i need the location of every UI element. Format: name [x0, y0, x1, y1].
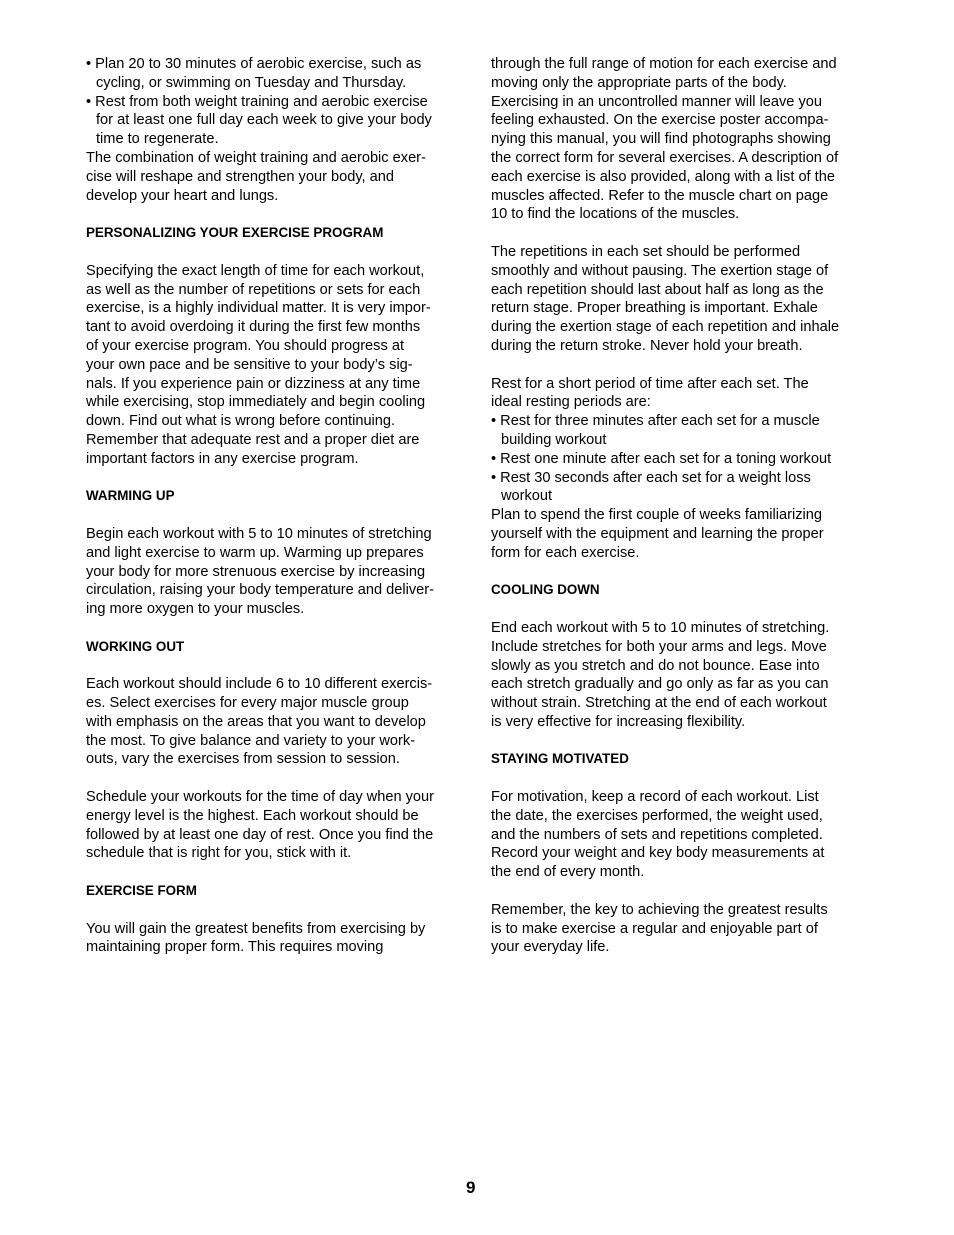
page-number: 9: [466, 1178, 476, 1197]
text-line: feeling exhausted. On the exercise poster accompa-: [491, 112, 829, 129]
text-line: The combination of weight training and aerobic exer-: [86, 149, 426, 166]
text-line: ing more oxygen to your muscles.: [86, 601, 305, 618]
text-line: with emphasis on the areas that you want to develop: [86, 713, 426, 730]
text-line: Begin each workout with 5 to 10 minutes of stretching: [86, 525, 432, 542]
bullet-line: building workout: [501, 431, 607, 448]
text-line: of your exercise program. You should progress at: [86, 337, 404, 354]
text-line: Remember, the key to achieving the greatest results: [491, 901, 828, 918]
text-line: 10 to find the locations of the muscles.: [491, 206, 740, 223]
text-line: each stretch gradually and go only as far as you can: [491, 676, 829, 693]
text-line: through the full range of motion for each exercise and: [491, 56, 837, 72]
motivated-paragraph-2: [491, 901, 869, 957]
text-line: schedule that is right for you, stick with it.: [86, 845, 352, 862]
text-line: the end of every month.: [491, 864, 645, 881]
text-line: cise will reshape and strengthen your body, and: [86, 168, 395, 185]
text-line: without strain. Stretching at the end of each workout: [491, 695, 827, 712]
heading-warming-up: WARMING UP: [86, 488, 175, 504]
text-line: Specifying the exact length of time for each workout,: [86, 262, 425, 279]
text-line: yourself with the equipment and learning the proper: [491, 525, 824, 542]
paragraph-gap: [491, 356, 869, 375]
text-line: nying this manual, you will find photographs showing: [491, 131, 831, 148]
cooling-paragraph: [491, 619, 869, 732]
form-paragraph-continued: [491, 55, 869, 224]
warming-paragraph: [86, 525, 464, 619]
rest-bullet-toning: [491, 450, 869, 469]
working-paragraph-2: [86, 788, 464, 863]
bullet-line: for at least one full day each week to give your body: [96, 112, 432, 129]
rest-outro-paragraph: [491, 506, 869, 562]
text-line: energy level is the highest. Each workout should be: [86, 807, 419, 824]
text-line: Schedule your workouts for the time of day when your: [86, 789, 434, 806]
text-line: circulation, raising your body temperature and deliver-: [86, 582, 434, 599]
paragraph-gap: [86, 769, 464, 788]
intro-bullet-list: [86, 55, 464, 149]
bullet-line: • Plan 20 to 30 minutes of aerobic exercise, such as: [86, 56, 422, 72]
text-line: as well as the number of repetitions or sets for each: [86, 281, 421, 298]
text-line: You will gain the greatest benefits from exercising by: [86, 920, 426, 937]
text-line: tant to avoid overdoing it during the first few months: [86, 319, 421, 336]
text-line: Exercising in an uncontrolled manner will leave you: [491, 93, 822, 110]
text-line: Include stretches for both your arms and legs. Move: [491, 638, 827, 655]
text-line: is to make exercise a regular and enjoyable part of: [491, 920, 818, 937]
text-line: down. Find out what is wrong before continuing.: [86, 413, 396, 430]
text-line: Rest for a short period of time after each set. The: [491, 375, 809, 392]
text-line: the correct form for several exercises. A description of: [491, 149, 839, 166]
rest-bullet-list: [491, 412, 869, 506]
paragraph-gap: [491, 224, 869, 243]
heading-working-out: WORKING OUT: [86, 638, 185, 654]
right-column: [491, 55, 869, 957]
text-line: slowly as you stretch and do not bounce. Ease into: [491, 657, 820, 674]
bullet-line: • Rest one minute after each set for a toning workout: [491, 450, 832, 467]
paragraph-gap: [491, 882, 869, 901]
text-line: each repetition should last about half as long as the: [491, 281, 824, 298]
bullet-line: time to regenerate.: [96, 131, 219, 148]
repetitions-paragraph: [491, 243, 869, 356]
bullet-line: • Rest 30 seconds after each set for a weight loss: [491, 469, 811, 486]
motivated-paragraph-1: [491, 788, 869, 882]
heading-cooling-down: COOLING DOWN: [491, 582, 600, 598]
bullet-line: cycling, or swimming on Tuesday and Thursday.: [96, 74, 407, 91]
text-line: Each workout should include 6 to 10 different exercis-: [86, 676, 433, 693]
bullet-line: • Rest for three minutes after each set for a muscle: [491, 413, 820, 430]
text-line: muscles affected. Refer to the muscle chart on page: [491, 187, 829, 204]
text-line: Remember that adequate rest and a proper diet are: [86, 431, 420, 448]
intro-paragraph: [86, 149, 464, 205]
text-line: each exercise is also provided, along with a list of the: [491, 168, 835, 185]
text-line: es. Select exercises for every major muscle group: [86, 695, 409, 712]
intro-bullet-aerobic: [86, 55, 464, 93]
text-line: followed by at least one day of rest. Once you find the: [86, 826, 434, 843]
text-line: the date, the exercises performed, the weight used,: [491, 807, 823, 824]
text-line: moving only the appropriate parts of the body.: [491, 74, 787, 91]
text-line: and light exercise to warm up. Warming up prepares: [86, 544, 424, 561]
text-line: while exercising, stop immediately and begin cooling: [86, 394, 426, 411]
text-line: The repetitions in each set should be performed: [491, 243, 801, 260]
text-line: return stage. Proper breathing is important. Exhale: [491, 300, 818, 317]
text-line: and the numbers of sets and repetitions completed.: [491, 826, 823, 843]
text-line: ideal resting periods are:: [491, 394, 651, 411]
text-line: nals. If you experience pain or dizziness at any time: [86, 375, 421, 392]
text-line: during the return stroke. Never hold your breath.: [491, 337, 803, 354]
text-line: End each workout with 5 to 10 minutes of stretching.: [491, 619, 830, 636]
personalizing-paragraph: [86, 262, 464, 469]
rest-bullet-muscle-building: [491, 412, 869, 450]
text-line: exercise, is a highly individual matter. It is very impor-: [86, 300, 431, 317]
text-line: outs, vary the exercises from session to session.: [86, 751, 400, 768]
text-line: For motivation, keep a record of each workout. List: [491, 789, 819, 806]
text-line: maintaining proper form. This requires moving: [86, 939, 384, 956]
text-line: the most. To give balance and variety to your work-: [86, 732, 416, 749]
bullet-line: • Rest from both weight training and aerobic exercise: [86, 93, 428, 110]
rest-paragraph: [491, 375, 869, 413]
text-line: your everyday life.: [491, 939, 610, 956]
intro-bullet-rest: [86, 93, 464, 149]
text-line: your own pace and be sensitive to your body’s sig-: [86, 356, 413, 373]
heading-staying-motivated: STAYING MOTIVATED: [491, 751, 629, 767]
text-line: is very effective for increasing flexibility.: [491, 713, 746, 730]
heading-exercise-form: EXERCISE FORM: [86, 883, 197, 899]
bullet-line: workout: [501, 488, 553, 505]
text-line: during the exertion stage of each repetition and inhale: [491, 319, 840, 336]
heading-personalizing: PERSONALIZING YOUR EXERCISE PROGRAM: [86, 225, 384, 241]
text-line: Record your weight and key body measurements at: [491, 845, 825, 862]
left-column: [86, 55, 464, 957]
text-line: Plan to spend the first couple of weeks familiarizing: [491, 507, 822, 524]
text-line: develop your heart and lungs.: [86, 187, 279, 204]
working-paragraph-1: [86, 675, 464, 769]
text-line: form for each exercise.: [491, 544, 640, 561]
text-line: smoothly and without pausing. The exertion stage of: [491, 262, 829, 279]
text-line: important factors in any exercise program.: [86, 450, 359, 467]
form-paragraph: [86, 920, 464, 958]
rest-bullet-weight-loss: [491, 469, 869, 507]
text-line: your body for more strenuous exercise by increasing: [86, 563, 426, 580]
